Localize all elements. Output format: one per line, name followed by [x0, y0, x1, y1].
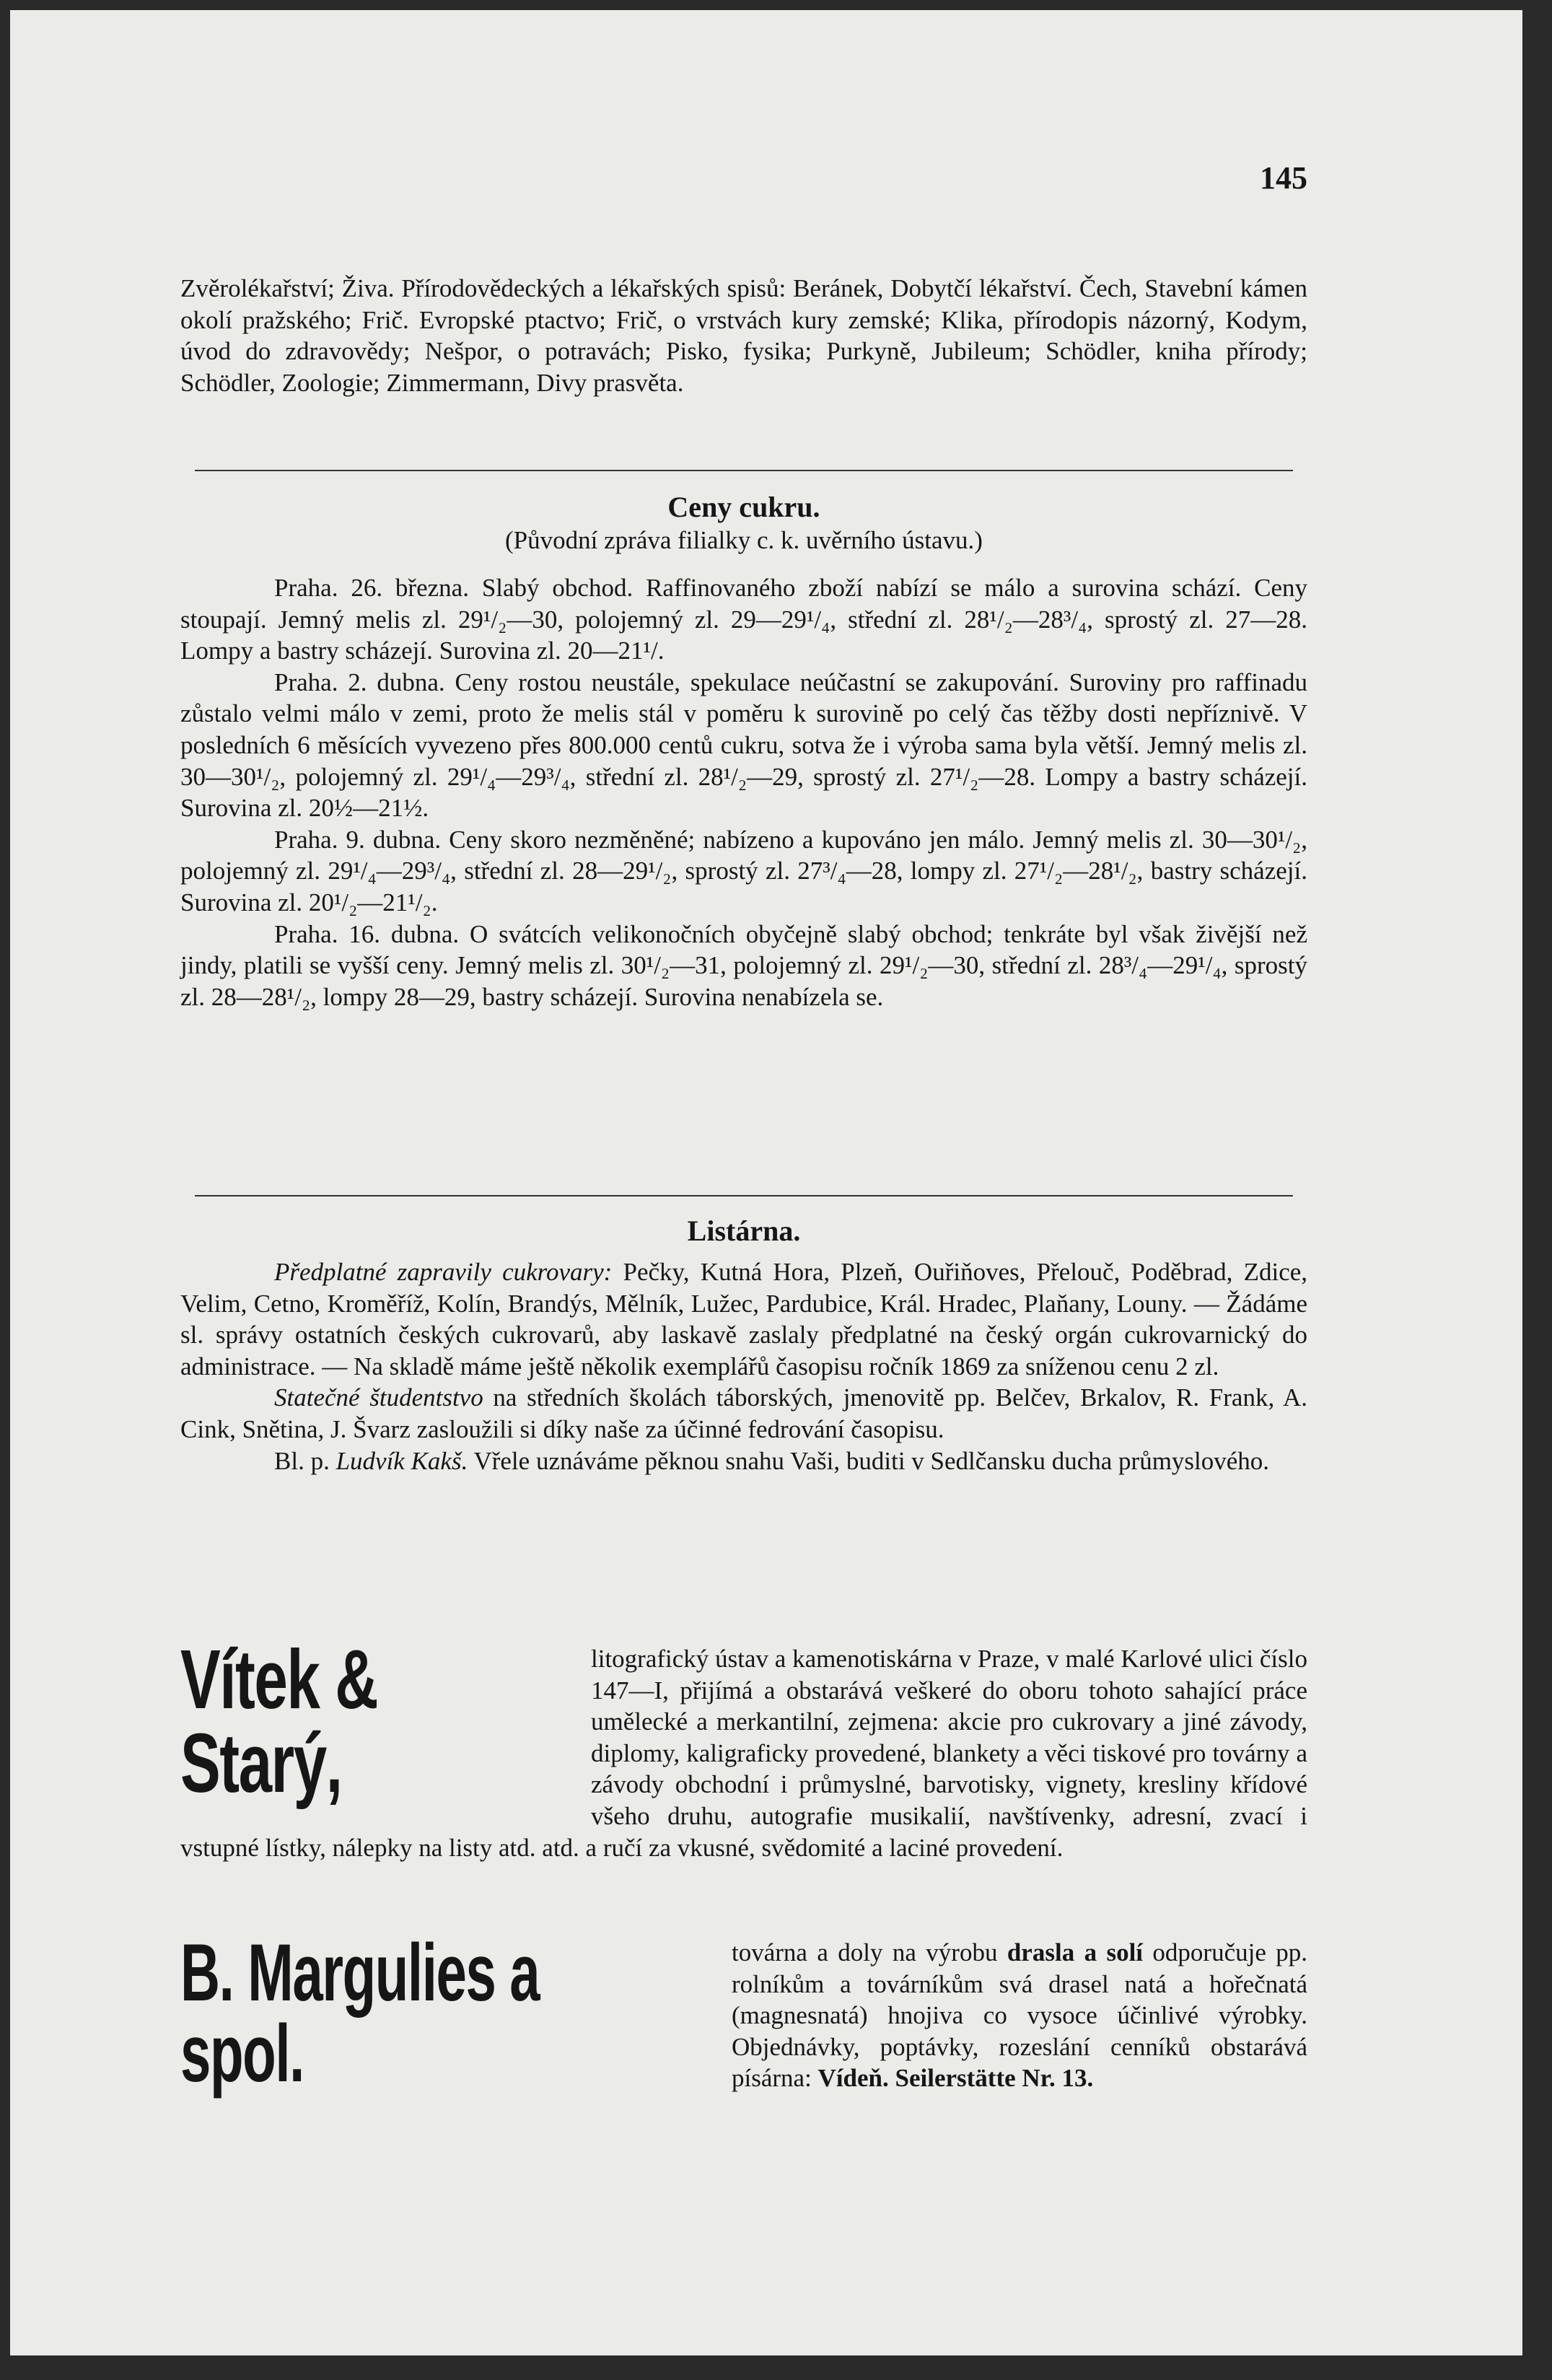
sugar-report: Praha. 2. dubna. Ceny rostou neustále, spekulace neúčastní se zakupování. Suroviny pro raffinadu zůstalo velmi málo v zemi, proto že melis stál v poměru k surovině po celý čas těžby dosti nepříznivě. V posledních 6 měsících vyvezeno přes 800.000 centů cukru, sotva že i výroba sama byla větší. Jemný melis zl. 30—30¹/₂, polojemný zl. 29¹/₄—29³/₄, střední zl. 28¹/₂—29, sprostý zl. 27¹/₂—28. Lompy a bastry scházejí. Surovina zl. 20½—21½.	[180, 668, 1307, 823]
sugar-prices-heading: Ceny cukru.	[667, 491, 820, 523]
letters-prefix: Bl. p.	[274, 1446, 330, 1475]
margulies-address: Vídeň. Seilerstätte Nr. 13.	[817, 2064, 1094, 2093]
sugar-reports	[180, 572, 1307, 1012]
letters-label: Statečné študentstvo	[274, 1383, 483, 1412]
margulies-brand: B. Margulies a spol.	[180, 1928, 540, 2099]
margulies-text-bold: drasla a solí	[1007, 1938, 1144, 1966]
sugar-prices-subtitle: (Původní zpráva filialky c. k. uvěrního ústavu.)	[505, 526, 983, 554]
scanned-page	[10, 10, 1522, 2355]
vitek-stary-advertisement	[180, 1632, 1307, 1863]
sugar-report: Praha. 26. března. Slabý obchod. Raffinovaného zboží nabízí se málo a surovina schází. Ceny stoupají. Jemný melis zl. 29¹/₂—30, polojemný zl. 29—29¹/₄, střední zl. 28¹/₂—28³/₄, sprostý zl. 27—28. Lompy a bastry scházejí. Surovina zl. 20—21¹/.	[180, 574, 1307, 665]
page-number: 145	[1260, 160, 1307, 196]
letters-text: Vřele uznáváme pěknou snahu Vaši, buditi v Sedlčansku ducha průmyslového.	[473, 1446, 1270, 1475]
letters-paragraph	[180, 1382, 1307, 1445]
section-divider	[195, 1195, 1293, 1196]
letters-heading: Listárna.	[687, 1215, 801, 1247]
vitek-stary-brand: Vítek & Starý,	[180, 1632, 378, 1810]
letters-recipient: Ludvík Kakš.	[336, 1446, 468, 1475]
letters-text: na středních školách táborských, jmenovitě pp. Belčev, Brkalov, R. Frank, A. Cink, Snětina, J. Švarz zasloužili si díky naše za účinné fedrování časopisu.	[180, 1383, 1307, 1443]
vitek-stary-text: litografický ústav a kamenotiskárna v Praze, v malé Karlové ulici číslo 147—I, přijímá a obstarává veškeré do oboru tohoto sahající práce umělecké a merkantilní, zejmena: akcie pro cukrovary a jiné závody, diplomy, kaligraficky provedené, blankety a věci tiskové pro továrny a závody obchodní i průmyslné, barvotisky, vignety, kresliny křídové všeho druhu, autografie musikalií, navštívenky, adresní, zvací i vstupné lístky, nálepky na listy atd. atd. a ručí za vkusné, svědomité a laciné provedení.	[180, 1645, 1307, 1862]
letters-label: Předplatné zapravily cukrovary:	[274, 1258, 613, 1286]
letters-paragraph	[180, 1445, 1307, 1477]
margulies-advertisement	[180, 1928, 1308, 2099]
letters-text: Pečky, Kutná Hora, Plzeň, Ouřiňoves, Přelouč, Poděbrad, Zdice, Velim, Cetno, Kroměříž, Kolín, Brandýs, Mělník, Lužec, Pardubice, Král. Hradec, Plaňany, Louny. — Žádáme sl. správy ostatních českých cukrovarů, aby laskavě zaslaly předplatné na český orgán cukrovarnický do administrace. — Na skladě máme ještě několik exemplářů časopisu ročník 1869 za sníženou cenu 2 zl.	[180, 1258, 1308, 1381]
letters-paragraph	[180, 1256, 1307, 1382]
margulies-text-b: odporučuje pp. rolníkům a továrníkům svá drasel natá a hořečnatá (magnesnatá) hnojiva co vysoce účinlivé výrobky. Objednávky, poptávky, rozeslání cenníků obstarává písárna:	[732, 1938, 1308, 2093]
sugar-report: Praha. 9. dubna. Ceny skoro nezměněné; nabízeno a kupováno jen málo. Jemný melis zl. 30—30¹/₂, polojemný zl. 29¹/₄—29³/₄, střední zl. 28—29¹/₂, sprostý zl. 27³/₄—28, lompy zl. 27¹/₂—28¹/₂, bastry scházejí. Surovina zl. 20¹/₂—21¹/₂.	[180, 825, 1307, 916]
intro-paragraph: Zvěrolékařství; Živa. Přírodovědeckých a lékařských spisů: Beránek, Dobytčí lékařství. Čech, Stavební kámen okolí pražského; Frič. Evropské ptactvo; Frič, o vrstvách kury zemské; Klika, přírodopis názorný, Kodym, úvod do zdravovědy; Nešpor, o potravách; Pisko, fysika; Purkyně, Jubileum; Schödler, kniha přírody; Schödler, Zoologie; Zimmermann, Divy prasvěta.	[180, 274, 1307, 397]
sugar-report: Praha. 16. dubna. O svátcích velikonočních obyčejně slabý obchod; tenkráte byl však živější než jindy, platili se vyšší ceny. Jemný melis zl. 30¹/₂—31, polojemný zl. 29¹/₂—30, střední zl. 28³/₄—29¹/₄, sprostý zl. 28—28¹/₂, lompy 28—29, bastry scházejí. Surovina nenabízela se.	[180, 919, 1307, 1011]
letters-section	[180, 1256, 1307, 1476]
margulies-text-a: továrna a doly na výrobu	[732, 1938, 998, 1966]
section-divider	[195, 470, 1293, 471]
